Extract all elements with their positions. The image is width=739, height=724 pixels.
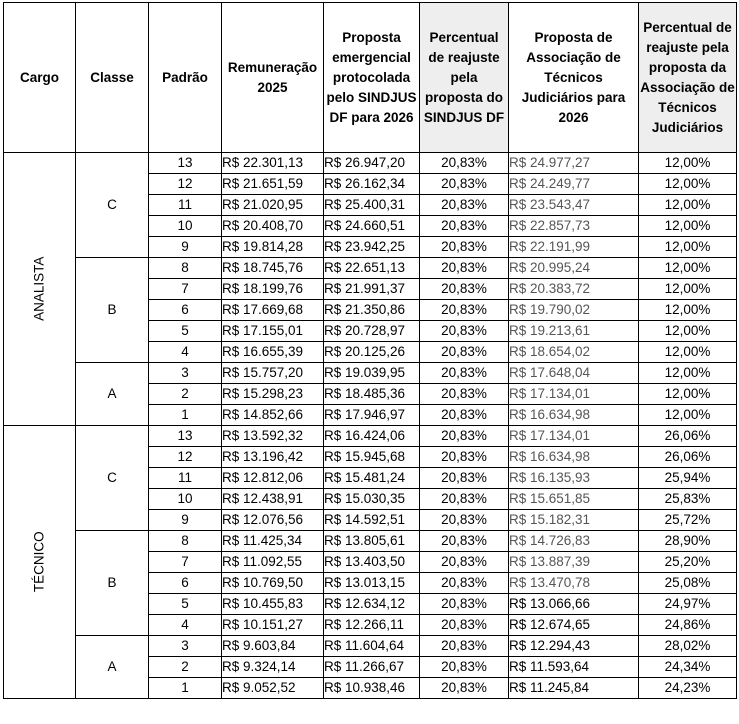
proposta-sindjus-cell: R$ 20.125,26 (324, 342, 420, 363)
header-proposta-associacao: Proposta de Associação de Técnicos Judiciários para 2026 (509, 3, 639, 153)
proposta-associacao-cell: R$ 16.135,93 (509, 468, 639, 489)
percentual-sindjus-cell: 20,83% (420, 447, 509, 468)
table-row (4, 426, 737, 447)
proposta-associacao-cell: R$ 24.249,77 (509, 174, 639, 195)
percentual-sindjus-cell: 20,83% (420, 216, 509, 237)
percentual-sindjus-cell: 20,83% (420, 657, 509, 678)
remuneracao-cell: R$ 17.155,01 (222, 321, 324, 342)
percentual-associacao-cell: 26,06% (639, 447, 737, 468)
padrao-cell: 5 (149, 594, 222, 615)
classe-cell: B (76, 258, 149, 363)
percentual-sindjus-cell: 20,83% (420, 258, 509, 279)
proposta-sindjus-cell: R$ 13.403,50 (324, 552, 420, 573)
percentual-sindjus-cell: 20,83% (420, 573, 509, 594)
proposta-associacao-cell: R$ 13.066,66 (509, 594, 639, 615)
percentual-associacao-cell: 12,00% (639, 363, 737, 384)
proposta-associacao-cell: R$ 15.651,85 (509, 489, 639, 510)
proposta-associacao-cell: R$ 23.543,47 (509, 195, 639, 216)
percentual-associacao-cell: 24,23% (639, 678, 737, 699)
remuneracao-cell: R$ 19.814,28 (222, 237, 324, 258)
percentual-associacao-cell: 12,00% (639, 321, 737, 342)
table-row (4, 258, 737, 279)
padrao-cell: 8 (149, 258, 222, 279)
table-row (4, 636, 737, 657)
table-body (4, 153, 737, 699)
remuneracao-cell: R$ 10.769,50 (222, 573, 324, 594)
percentual-associacao-cell: 26,06% (639, 426, 737, 447)
remuneracao-cell: R$ 13.592,32 (222, 426, 324, 447)
percentual-associacao-cell: 25,08% (639, 573, 737, 594)
proposta-sindjus-cell: R$ 21.991,37 (324, 279, 420, 300)
remuneracao-cell: R$ 12.438,91 (222, 489, 324, 510)
remuneracao-cell: R$ 9.052,52 (222, 678, 324, 699)
padrao-cell: 8 (149, 531, 222, 552)
remuneracao-cell: R$ 15.298,23 (222, 384, 324, 405)
classe-cell: B (76, 531, 149, 636)
proposta-associacao-cell: R$ 20.383,72 (509, 279, 639, 300)
proposta-associacao-cell: R$ 16.634,98 (509, 405, 639, 426)
header-cargo: Cargo (4, 3, 76, 153)
padrao-cell: 3 (149, 636, 222, 657)
proposta-sindjus-cell: R$ 18.485,36 (324, 384, 420, 405)
proposta-sindjus-cell: R$ 23.942,25 (324, 237, 420, 258)
percentual-associacao-cell: 12,00% (639, 237, 737, 258)
padrao-cell: 3 (149, 363, 222, 384)
padrao-cell: 13 (149, 426, 222, 447)
padrao-cell: 12 (149, 174, 222, 195)
percentual-sindjus-cell: 20,83% (420, 594, 509, 615)
remuneracao-cell: R$ 10.151,27 (222, 615, 324, 636)
percentual-associacao-cell: 24,86% (639, 615, 737, 636)
proposta-sindjus-cell: R$ 15.030,35 (324, 489, 420, 510)
remuneracao-cell: R$ 12.076,56 (222, 510, 324, 531)
padrao-cell: 2 (149, 657, 222, 678)
remuneracao-cell: R$ 18.745,76 (222, 258, 324, 279)
padrao-cell: 4 (149, 615, 222, 636)
remuneracao-cell: R$ 18.199,76 (222, 279, 324, 300)
percentual-sindjus-cell: 20,83% (420, 321, 509, 342)
cargo-cell (4, 153, 76, 426)
proposta-sindjus-cell: R$ 13.013,15 (324, 573, 420, 594)
classe-cell: A (76, 636, 149, 699)
proposta-sindjus-cell: R$ 26.947,20 (324, 153, 420, 174)
percentual-associacao-cell: 12,00% (639, 216, 737, 237)
proposta-associacao-cell: R$ 17.134,01 (509, 384, 639, 405)
percentual-sindjus-cell: 20,83% (420, 489, 509, 510)
cargo-label: ANALISTA (31, 256, 47, 322)
padrao-cell: 13 (149, 153, 222, 174)
padrao-cell: 12 (149, 447, 222, 468)
remuneracao-cell: R$ 16.655,39 (222, 342, 324, 363)
padrao-cell: 7 (149, 552, 222, 573)
percentual-sindjus-cell: 20,83% (420, 384, 509, 405)
percentual-associacao-cell: 12,00% (639, 384, 737, 405)
percentual-associacao-cell: 12,00% (639, 195, 737, 216)
proposta-sindjus-cell: R$ 15.481,24 (324, 468, 420, 489)
proposta-associacao-cell: R$ 12.294,43 (509, 636, 639, 657)
percentual-associacao-cell: 12,00% (639, 279, 737, 300)
percentual-sindjus-cell: 20,83% (420, 174, 509, 195)
proposta-sindjus-cell: R$ 24.660,51 (324, 216, 420, 237)
proposta-sindjus-cell: R$ 25.400,31 (324, 195, 420, 216)
percentual-sindjus-cell: 20,83% (420, 552, 509, 573)
proposta-associacao-cell: R$ 22.191,99 (509, 237, 639, 258)
percentual-sindjus-cell: 20,83% (420, 405, 509, 426)
remuneracao-cell: R$ 22.301,13 (222, 153, 324, 174)
padrao-cell: 5 (149, 321, 222, 342)
percentual-associacao-cell: 28,90% (639, 531, 737, 552)
header-percentual-sindjus: Percentual de reajuste pela proposta do SINDJUS DF (420, 3, 509, 153)
header-remuneracao: Remuneração 2025 (222, 3, 324, 153)
percentual-associacao-cell: 28,02% (639, 636, 737, 657)
proposta-sindjus-cell: R$ 12.266,11 (324, 615, 420, 636)
percentual-sindjus-cell: 20,83% (420, 237, 509, 258)
table-row (4, 531, 737, 552)
remuneracao-cell: R$ 17.669,68 (222, 300, 324, 321)
cargo-cell (4, 426, 76, 699)
padrao-cell: 7 (149, 279, 222, 300)
padrao-cell: 9 (149, 510, 222, 531)
percentual-sindjus-cell: 20,83% (420, 279, 509, 300)
proposta-associacao-cell: R$ 18.654,02 (509, 342, 639, 363)
classe-cell: C (76, 153, 149, 258)
padrao-cell: 10 (149, 216, 222, 237)
percentual-sindjus-cell: 20,83% (420, 300, 509, 321)
proposta-sindjus-cell: R$ 15.945,68 (324, 447, 420, 468)
proposta-sindjus-cell: R$ 11.604,64 (324, 636, 420, 657)
percentual-sindjus-cell: 20,83% (420, 510, 509, 531)
percentual-sindjus-cell: 20,83% (420, 342, 509, 363)
remuneracao-cell: R$ 13.196,42 (222, 447, 324, 468)
header-padrao: Padrão (149, 3, 222, 153)
percentual-sindjus-cell: 20,83% (420, 615, 509, 636)
remuneracao-cell: R$ 11.092,55 (222, 552, 324, 573)
percentual-sindjus-cell: 20,83% (420, 195, 509, 216)
proposta-sindjus-cell: R$ 13.805,61 (324, 531, 420, 552)
remuneracao-cell: R$ 9.603,84 (222, 636, 324, 657)
classe-cell: C (76, 426, 149, 531)
proposta-associacao-cell: R$ 24.977,27 (509, 153, 639, 174)
percentual-associacao-cell: 12,00% (639, 405, 737, 426)
proposta-sindjus-cell: R$ 16.424,06 (324, 426, 420, 447)
remuneracao-cell: R$ 9.324,14 (222, 657, 324, 678)
remuneracao-cell: R$ 15.757,20 (222, 363, 324, 384)
percentual-associacao-cell: 25,72% (639, 510, 737, 531)
percentual-sindjus-cell: 20,83% (420, 636, 509, 657)
remuneracao-cell: R$ 10.455,83 (222, 594, 324, 615)
remuneracao-cell: R$ 11.425,34 (222, 531, 324, 552)
percentual-associacao-cell: 25,83% (639, 489, 737, 510)
percentual-associacao-cell: 12,00% (639, 300, 737, 321)
proposta-associacao-cell: R$ 17.134,01 (509, 426, 639, 447)
padrao-cell: 6 (149, 573, 222, 594)
remuneracao-cell: R$ 21.651,59 (222, 174, 324, 195)
proposta-associacao-cell: R$ 12.674,65 (509, 615, 639, 636)
padrao-cell: 1 (149, 405, 222, 426)
percentual-associacao-cell: 24,97% (639, 594, 737, 615)
proposta-associacao-cell: R$ 11.593,64 (509, 657, 639, 678)
header-classe: Classe (76, 3, 149, 153)
salary-table (3, 2, 737, 699)
remuneracao-cell: R$ 21.020,95 (222, 195, 324, 216)
percentual-sindjus-cell: 20,83% (420, 531, 509, 552)
proposta-associacao-cell: R$ 20.995,24 (509, 258, 639, 279)
proposta-associacao-cell: R$ 11.245,84 (509, 678, 639, 699)
proposta-sindjus-cell: R$ 10.938,46 (324, 678, 420, 699)
proposta-associacao-cell: R$ 22.857,73 (509, 216, 639, 237)
percentual-associacao-cell: 12,00% (639, 258, 737, 279)
percentual-associacao-cell: 25,20% (639, 552, 737, 573)
padrao-cell: 1 (149, 678, 222, 699)
percentual-associacao-cell: 12,00% (639, 342, 737, 363)
percentual-sindjus-cell: 20,83% (420, 153, 509, 174)
header-proposta-sindjus: Proposta emergencial protocolada pelo SINDJUS DF para 2026 (324, 3, 420, 153)
table-row (4, 363, 737, 384)
proposta-sindjus-cell: R$ 17.946,97 (324, 405, 420, 426)
proposta-associacao-cell: R$ 16.634,98 (509, 447, 639, 468)
proposta-sindjus-cell: R$ 14.592,51 (324, 510, 420, 531)
percentual-associacao-cell: 24,34% (639, 657, 737, 678)
proposta-sindjus-cell: R$ 19.039,95 (324, 363, 420, 384)
proposta-associacao-cell: R$ 19.213,61 (509, 321, 639, 342)
percentual-sindjus-cell: 20,83% (420, 363, 509, 384)
cargo-label: TÉCNICO (31, 531, 47, 593)
padrao-cell: 10 (149, 489, 222, 510)
classe-cell: A (76, 363, 149, 426)
proposta-sindjus-cell: R$ 22.651,13 (324, 258, 420, 279)
percentual-sindjus-cell: 20,83% (420, 678, 509, 699)
table-row (4, 153, 737, 174)
proposta-sindjus-cell: R$ 11.266,67 (324, 657, 420, 678)
padrao-cell: 11 (149, 195, 222, 216)
proposta-associacao-cell: R$ 15.182,31 (509, 510, 639, 531)
percentual-associacao-cell: 12,00% (639, 174, 737, 195)
remuneracao-cell: R$ 14.852,66 (222, 405, 324, 426)
percentual-associacao-cell: 12,00% (639, 153, 737, 174)
proposta-associacao-cell: R$ 19.790,02 (509, 300, 639, 321)
padrao-cell: 11 (149, 468, 222, 489)
proposta-associacao-cell: R$ 13.887,39 (509, 552, 639, 573)
proposta-associacao-cell: R$ 17.648,04 (509, 363, 639, 384)
padrao-cell: 4 (149, 342, 222, 363)
remuneracao-cell: R$ 12.812,06 (222, 468, 324, 489)
proposta-sindjus-cell: R$ 21.350,86 (324, 300, 420, 321)
proposta-sindjus-cell: R$ 26.162,34 (324, 174, 420, 195)
percentual-sindjus-cell: 20,83% (420, 468, 509, 489)
padrao-cell: 6 (149, 300, 222, 321)
header-row (4, 3, 737, 153)
padrao-cell: 9 (149, 237, 222, 258)
percentual-associacao-cell: 25,94% (639, 468, 737, 489)
proposta-associacao-cell: R$ 14.726,83 (509, 531, 639, 552)
padrao-cell: 2 (149, 384, 222, 405)
percentual-sindjus-cell: 20,83% (420, 426, 509, 447)
proposta-associacao-cell: R$ 13.470,78 (509, 573, 639, 594)
proposta-sindjus-cell: R$ 20.728,97 (324, 321, 420, 342)
proposta-sindjus-cell: R$ 12.634,12 (324, 594, 420, 615)
remuneracao-cell: R$ 20.408,70 (222, 216, 324, 237)
header-percentual-associacao: Percentual de reajuste pela proposta da Associação de Técnicos Judiciários (639, 3, 737, 153)
